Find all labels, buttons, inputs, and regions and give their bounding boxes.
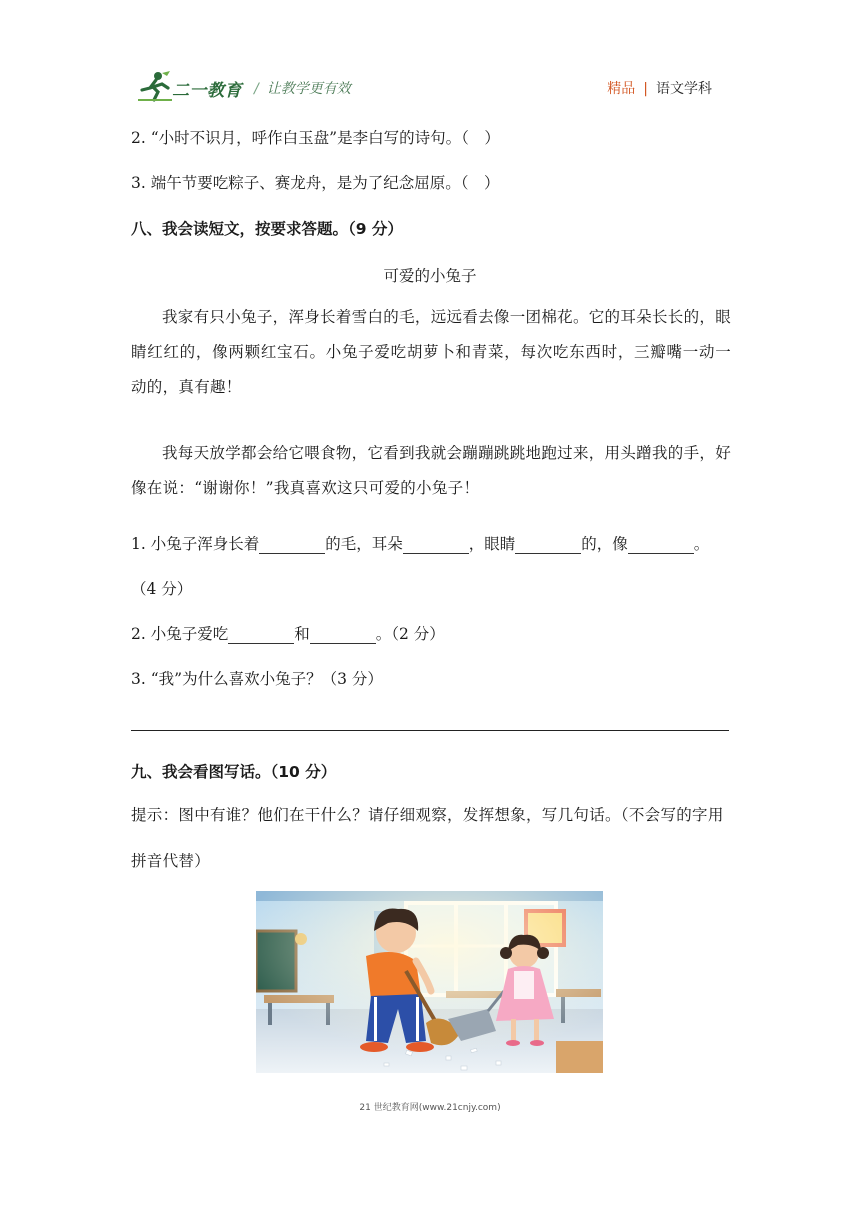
passage-paragraph-2: 我每天放学都会给它喂食物，它看到我就会蹦蹦跳跳地跑过来，用头蹭我的手，好像在说：“谢谢你！”我真喜欢这只可爱的小兔子！	[131, 444, 731, 497]
answer-blank[interactable]	[628, 537, 694, 554]
subject-label: 语文学科	[656, 81, 712, 97]
answer-line[interactable]	[131, 730, 729, 731]
judge-question-3: 3. 端午节要吃粽子、赛龙舟，是为了纪念屈原。（ ）	[131, 174, 500, 192]
logo	[136, 70, 246, 102]
answer-blank[interactable]	[310, 627, 376, 644]
writing-hint: 提示：图中有谁？他们在干什么？请仔细观察，发挥想象，写几句话。（不会写的字用拼音代替）	[131, 806, 724, 870]
question-1-text-a: 1. 小兔子浑身长着	[131, 535, 260, 553]
answer-blank[interactable]	[515, 537, 581, 554]
question-1	[131, 534, 709, 554]
runner-icon	[136, 70, 176, 102]
slogan: / 让教学更有效	[254, 81, 351, 97]
page-header	[136, 66, 736, 106]
logo-text: 二一教育	[172, 81, 242, 101]
question-1-score: （4 分）	[131, 580, 193, 598]
question-2-text-a: 2. 小兔子爱吃	[131, 625, 229, 643]
classroom-cleaning-picture	[256, 891, 603, 1073]
question-1-text-e: 。	[693, 535, 710, 553]
answer-blank[interactable]	[228, 627, 294, 644]
judge-question-2: 2. “小时不识月，呼作白玉盘”是李白写的诗句。（ ）	[131, 129, 500, 147]
slogan-text: 让教学更有效	[266, 81, 351, 97]
section-9-title: 九、我会看图写话。（10 分）	[131, 763, 337, 781]
answer-blank[interactable]	[259, 537, 325, 554]
footer-copyright: 21 世纪教育网(www.21cnjy.com)	[359, 1103, 501, 1113]
passage-title: 可爱的小兔子	[383, 267, 477, 285]
question-2-text-b: 和	[294, 625, 310, 643]
question-1-text-d: 的，像	[581, 535, 628, 553]
question-2-text-c: 。（2 分）	[375, 625, 445, 643]
answer-blank[interactable]	[403, 537, 469, 554]
question-1-text-c: ，眼睛	[468, 535, 516, 553]
question-1-text-b: 的毛，耳朵	[325, 535, 403, 553]
subject-tag: 精品 | 语文学科	[607, 81, 712, 97]
passage-paragraph-1: 我家有只小兔子，浑身长着雪白的毛，远远看去像一团棉花。它的耳朵长长的，眼睛红红的，像两颗红宝石。小兔子爱吃胡萝卜和青菜，每次吃东西时，三瓣嘴一动一动的，真有趣！	[131, 308, 731, 396]
quality-label: 精品	[607, 81, 636, 97]
section-8-title: 八、我会读短文，按要求答题。（9 分）	[131, 220, 403, 238]
question-3: 3. “我”为什么喜欢小兔子？（3 分）	[131, 670, 383, 688]
question-2	[131, 624, 445, 644]
